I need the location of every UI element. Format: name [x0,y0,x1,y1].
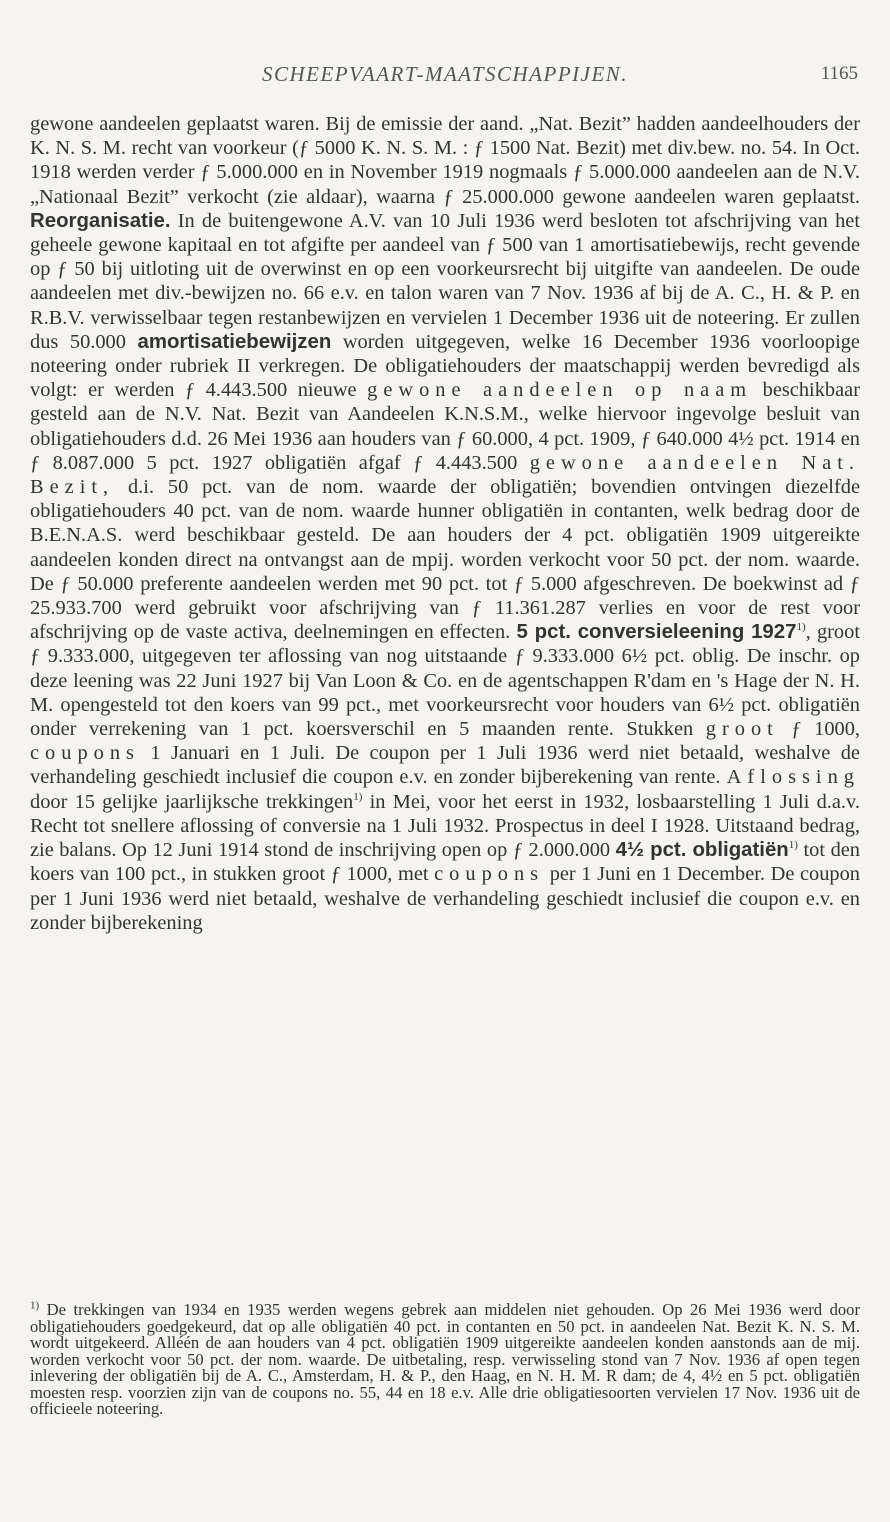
spaced-text: coupons [434,863,545,886]
text-run: d.i. 50 pct. van de nom. waarde der obligatiën; bovendien ontvingen diezelfde obligatiehouders 40 pct. van de nom. waarde hunner obligatiën in contanten, welk bedrag door de B.E.N.A.S. werd beschikbaar gesteld. De aan houders der 4 pct. obligatiën 1909 uitgereikte aandeelen konden direct na ontvangst aan de mpij. worden verkocht voor 50 pct. der nom. waarde. De ƒ 50.000 preferente aandeelen werden met 90 pct. tot ƒ 5.000 afgeschreven. De boekwinst ad ƒ 25.933.700 werd gebruikt voor afschrijving van ƒ 11.361.287 verlies en voor de rest voor afschrijving op de vaste activa, deelnemingen en effecten. [30,476,860,644]
body-text [30,112,860,935]
heading-conversieleening: 5 pct. conversieleening 1927 [516,621,797,644]
text-run: gewone aandeelen geplaatst waren. Bij de emissie der aand. „Nat. Bezit” hadden aandeelhouders der K. N. S. M. recht van voorkeur (ƒ 5000 K. N. S. M. : ƒ 1500 Nat. Bezit) met div.bew. no. 54. In Oct. 1918 werden verder ƒ 5.000.000 en in November 1919 nogmaals ƒ 5.000.000 aandeelen aan de N.V. „Nationaal Bezit” verkocht (zie aldaar), waarna ƒ 25.000.000 gewone aandeelen waren geplaatst. [30,113,860,208]
text-run: tot den koers van 100 pct., in stukken groot ƒ 1000, met [30,839,861,886]
running-header [28,62,862,90]
heading-obligatien: 4½ pct. obligatiën [615,839,789,862]
footnote-marker: 1) [30,1299,40,1312]
text-run: per 1 Juni en 1 December. De coupon per 1 Juni 1936 werd niet betaald, weshalve de verhandeling geschiedt inclusief die coupon e.v. en zonder bijberekening [30,863,860,934]
spaced-text: coupons [30,742,140,765]
text-run: beschikbaar gesteld aan de N.V. Nat. Bezit van Aandeelen K.N.S.M., welke hiervoor ingevolge besluit van obligatiehouders d.d. 26 Mei 1936 aan houders van ƒ 60.000, 4 pct. 1909, ƒ 640.000 4½ pct. 1914 en ƒ 8.087.000 5 pct. 1927 obligatiën afgaf ƒ 4.443.500 [30,379,860,474]
text-run: ƒ 1000, [791,718,861,741]
spaced-text: groot [705,718,779,741]
text-run: , groot ƒ 9.333.000, uitgegeven ter aflossing van nog uitstaande ƒ 9.333.000 6½ pct. oblig. De inschr. op deze leening was 22 Juni 1927 bij Van Loon & Co. en de agentschappen R'dam en 's Hage der N. H. M. opengesteld tot den koers van 99 pct., met voorkeursrecht voor houders van 6½ pct. obligatiën onder verrekening van 1 pct. koersverschil en 5 maanden rente. Stukken [30,621,860,741]
spaced-text: gewone aandeelen Nat. Bezit, [30,451,860,499]
footnote [30,1299,860,1418]
text-run: In de buitengewone A.V. van 10 Juli 1936 werd besloten tot afschrijving van het geheele gewone kapitaal en tot afgifte per aandeel van ƒ 500 van 1 amortisatiebewijs, recht gevende op ƒ 50 bij uitloting uit de overwinst en op een voorkeursrecht bij uitgifte van aandeelen. De oude aandeelen met div.-bewijzen no. 66 e.v. en talon waren van 7 Nov. 1936 af bij de A. C., H. & P. en R.B.V. verwisselbaar tegen restanbewijzen en vervielen 1 December 1936 uit de noteering. Er zullen dus 50.000 [30,209,860,353]
text-run: 1 Januari en 1 Juli. De coupon per 1 Juli 1936 werd niet betaald, weshalve de verhandeling geschiedt inclusief die coupon e.v. en zonder bijberekening van rente. [30,742,860,789]
spaced-text: Aflossing [726,766,860,789]
text-run: worden uitgegeven, welke 16 December 1936 voorloopige noteering onder rubriek II verkregen. De obligatiehouders der maatschappij werden bevredigd als volgt: er werden ƒ 4.443.500 nieuwe [30,330,860,402]
footnote-ref: 1) [353,790,363,803]
spaced-text: gewone aandeelen op naam [367,379,753,402]
text-run: in Mei, voor het eerst in 1932, losbaarstelling 1 Juli d.a.v. Recht tot snellere aflossing of conversie na 1 Juli 1932. Prospectus in deel I 1928. Uitstaand bedrag, zie balans. Op 12 Juni 1914 stond de inschrijving open op ƒ 2.000.000 [30,790,860,862]
text-run: door 15 gelijke jaarlijksche trekkingen [30,790,354,813]
body-paragraph [30,112,860,935]
heading-amortisatiebewijzen: amortisatiebewijzen [137,330,332,353]
footnote-ref: 1) [796,621,806,634]
heading-reorganisatie: Reorganisatie. [30,209,171,232]
running-title: SCHEEPVAART-MAATSCHAPPIJEN. [261,62,629,86]
footnotes [30,1299,860,1418]
page-number: 1165 [820,63,858,84]
footnote-ref: 1) [788,839,798,852]
footnote-text: De trekkingen van 1934 en 1935 werden wegens gebrek aan middelen niet gehouden. Op 26 Mei 1936 werd door obligatiehouders goedgekeurd, dat op alle obligatiën 40 pct. in contanten en 50 pct. in aandeelen Nat. Bezit K. N. S. M. wordt uitgekeerd. Alléén de aan houders van 4 pct. obligatiën 1909 uitgereikte aandeelen konden aanstonds aan de mij. worden verkocht voor 50 pct. der nom. waarde. De uitbetaling, resp. verwisseling stond van 7 Nov. 1936 af open tegen inlevering der obligatiën bij de A. C., Amsterdam, H. & P., den Haag, en N. H. M. R dam; de 4, 4½ en 5 pct. obligatiën moesten resp. voorzien zijn van de coupons no. 55, 44 en 18 e.v. Alle drie obligatiesoorten vervielen 17 Nov. 1936 uit de officieele noteering. [30,1300,860,1418]
